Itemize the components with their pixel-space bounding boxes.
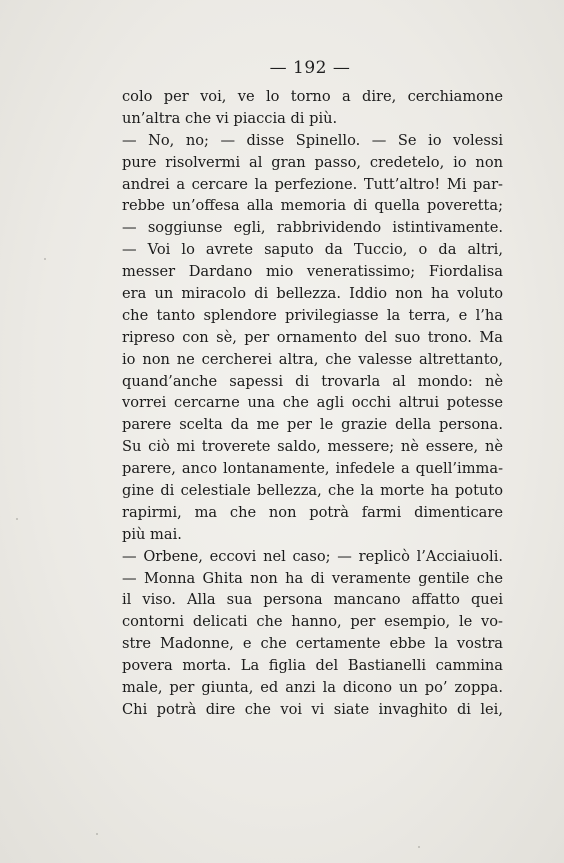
text-line: — Orbene, eccovi nel caso; — replicò l’Acciaiuoli. [122,547,503,565]
text-line: — soggiunse egli, rabbrividendo istintivamente. [122,219,503,237]
text-line: pure risolvermi al gran passo, credetelo, io non [122,153,503,171]
text-line: male, per giunta, ed anzi la dicono un po’ zoppa. [122,679,503,697]
paper-speck [96,833,98,835]
text-line: quand’anche sapessi di trovarla al mondo: nè [122,372,503,390]
page-number: — 192 — [269,58,351,78]
paper-speck [44,258,46,260]
text-line: parere scelta da me per le grazie della persona. [122,416,503,434]
text-line: povera morta. La figlia del Bastianelli cammina [122,657,503,675]
text-line: vorrei cercarne una che agli occhi altrui potesse [122,394,503,412]
text-line: andrei a cercare la perfezione. Tutt’altro! Mi par- [122,175,503,193]
text-line: rebbe un’offesa alla memoria di quella poveretta; [122,197,503,215]
text-line: stre Madonne, e che certamente ebbe la vostra [122,635,503,653]
text-line: che tanto splendore privilegiasse la terra, e l’ha [122,306,503,324]
text-line: un’altra che vi piaccia di più. [122,109,338,127]
text-line: era un miracolo di bellezza. Iddio non ha voluto [122,285,503,303]
text-line: colo per voi, ve lo torno a dire, cerchiamone [122,88,503,105]
text-line: — Monna Ghita non ha di veramente gentile che [122,569,503,587]
text-line: — No, no; — disse Spinello. — Se io volessi [122,131,503,149]
text-line: contorni delicati che hanno, per esempio, le vo- [122,613,503,631]
text-line: ripreso con sè, per ornamento del suo trono. Ma [122,328,503,346]
text-line: rapirmi, ma che non potrà farmi dimenticare [122,503,503,521]
paper-speck [16,518,18,520]
text-line: io non ne cercherei altra, che valesse altrettanto, [122,350,503,368]
text-line: — Voi lo avrete saputo da Tuccio, o da altri, [122,241,503,259]
text-line: messer Dardano mio veneratissimo; Fiordalisa [122,263,503,281]
text-line: parere, anco lontanamente, infedele a quell’imma- [122,460,503,478]
text-line: Su ciò mi troverete saldo, messere; nè essere, nè [122,438,503,456]
body-text [122,86,503,721]
text-line: più mai. [122,525,182,543]
text-line: Chi potrà dire che voi vi siate invaghito di lei, [122,700,503,718]
text-line: il viso. Alla sua persona mancano affatto quei [122,591,503,609]
text-line: gine di celestiale bellezza, che la morte ha potuto [122,482,503,500]
paper-speck [418,846,420,848]
